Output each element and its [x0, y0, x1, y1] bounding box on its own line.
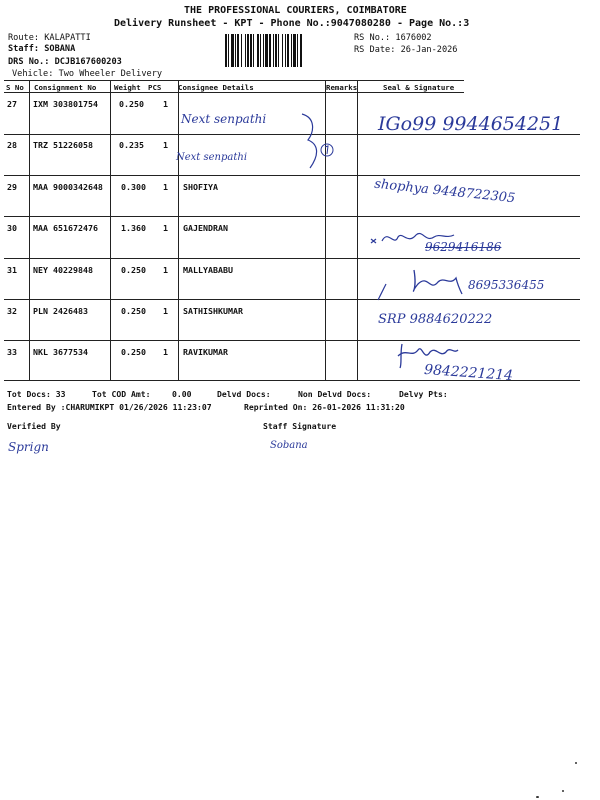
verified-signature: Sprign	[8, 440, 49, 454]
company-title: THE PROFESSIONAL COURIERS, COIMBATORE	[184, 5, 407, 16]
handwritten-consignee: Next senpathi	[181, 112, 267, 126]
row-consignment: MAA 9000342648	[33, 182, 103, 192]
col-consignee: Consignee Details	[178, 83, 254, 92]
handwritten-seal: SRP 9884620222	[378, 312, 493, 327]
row-pcs: 1	[163, 265, 168, 275]
row-weight: 0.235	[119, 140, 144, 150]
row-weight: 0.250	[119, 99, 144, 109]
row-consignee: SHOFIYA	[183, 182, 218, 192]
row-consignee: RAVIKUMAR	[183, 347, 228, 357]
row-weight: 0.250	[121, 306, 146, 316]
row-weight: 0.300	[121, 182, 146, 192]
col-sno: S No	[6, 83, 24, 92]
signature-scribble	[368, 225, 458, 251]
row-sno: 28	[7, 140, 17, 150]
row-sno: 31	[7, 265, 17, 275]
row-consignee: SATHISHKUMAR	[183, 306, 243, 316]
vehicle-label: Vehicle: Two Wheeler Delivery	[12, 69, 163, 79]
row-consignment: NKL 3677534	[33, 347, 88, 357]
scan-speck	[575, 762, 577, 764]
rs-date: RS Date: 26-Jan-2026	[354, 45, 458, 55]
row-consignee: MALLYABABU	[183, 265, 233, 275]
non-delvd-docs: Non Delvd Docs:	[298, 389, 372, 399]
handwritten-seal: IGo99 9944654251	[378, 113, 564, 135]
row-consignment: IXM 303801754	[33, 99, 98, 109]
row-sno: 33	[7, 347, 17, 357]
row-pcs: 1	[163, 223, 168, 233]
row-weight: 1.360	[121, 223, 146, 233]
drs-number: DRS No.: DCJB167600203	[8, 57, 122, 67]
row-sno: 30	[7, 223, 17, 233]
col-weight: Weight	[114, 83, 141, 92]
runsheet-subtitle: Delivery Runsheet - KPT - Phone No.:9047080280 - Page No.:3	[114, 18, 470, 29]
row-consignment: MAA 651672476	[33, 223, 98, 233]
staff-label: Staff: SOBANA	[8, 44, 76, 54]
handwritten-seal: shophya 9448722305	[373, 176, 516, 207]
row-pcs: 1	[163, 306, 168, 316]
rs-number: RS No.: 1676002	[354, 33, 432, 43]
row-pcs: 1	[163, 347, 168, 357]
row-sno: 27	[7, 99, 17, 109]
signature-scribble	[374, 264, 466, 302]
col-pcs: PCS	[148, 83, 162, 92]
row-consignment: TRZ 51226058	[33, 140, 93, 150]
staff-handwritten-signature: Sobana	[270, 440, 308, 451]
row-consignment: NEY 40229848	[33, 265, 93, 275]
row-pcs: 1	[163, 182, 168, 192]
handwritten-seal: 9629416186	[425, 240, 502, 254]
row-sno: 32	[7, 306, 17, 316]
delvd-docs: Delvd Docs:	[217, 389, 271, 399]
barcode	[224, 34, 350, 67]
tot-cod-value: 0.00	[172, 389, 192, 399]
col-consignment: Consignment No	[34, 83, 97, 92]
route-label: Route: KALAPATTI	[8, 33, 91, 43]
delvy-pts: Delvy Pts:	[399, 389, 448, 399]
row-consignee: GAJENDRAN	[183, 223, 228, 233]
brace-mark	[290, 110, 340, 172]
row-pcs: 1	[163, 140, 168, 150]
row-sno: 29	[7, 182, 17, 192]
row-weight: 0.250	[121, 347, 146, 357]
col-remarks: Remarks	[326, 83, 358, 92]
row-consignment: PLN 2426483	[33, 306, 88, 316]
scan-speck	[536, 796, 539, 798]
staff-signature-label: Staff Signature	[263, 421, 337, 431]
row-weight: 0.250	[121, 265, 146, 275]
handwritten-seal: 9842221214	[423, 361, 514, 385]
row-pcs: 1	[163, 99, 168, 109]
reprinted-on: Reprinted On: 26-01-2026 11:31:20	[244, 402, 405, 412]
handwritten-seal: 8695336455	[468, 278, 545, 292]
handwritten-consignee: Next senpathi	[176, 152, 248, 163]
tot-cod-label: Tot COD Amt:	[92, 389, 151, 399]
scan-speck	[562, 790, 564, 792]
col-seal-signature: Seal & Signature	[383, 83, 455, 92]
tot-docs: Tot Docs: 33	[7, 389, 66, 399]
verified-by-label: Verified By	[7, 421, 61, 431]
entered-by: Entered By :CHARUMIKPT 01/26/2026 11:23:07	[7, 402, 212, 412]
